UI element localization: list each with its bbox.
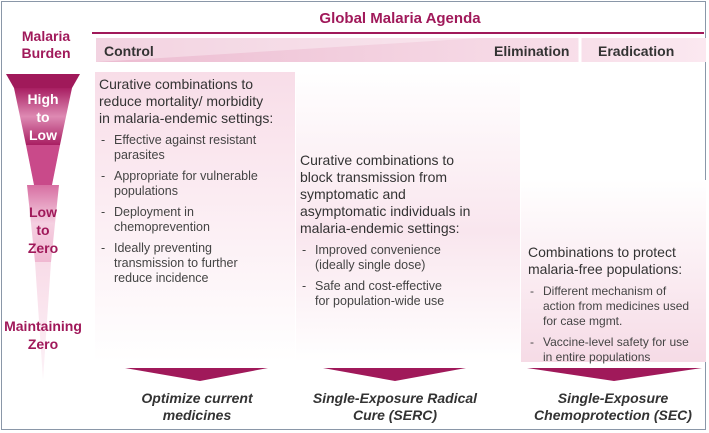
list-item: - Improved convenience (ideally single dose): [300, 243, 518, 273]
list-item: - Effective against resistant parasites: [99, 133, 294, 163]
sec-column: [528, 244, 706, 371]
sec-intro: Combinations to protect malaria-free populations:: [528, 244, 683, 277]
phase-control: Control: [104, 43, 154, 59]
list-item: - Different mechanism of action from medicines used for case mgmt.: [528, 284, 706, 329]
serc-requirements-list: [300, 243, 518, 309]
agenda-underline: [92, 32, 704, 34]
sec-requirements-list: [528, 284, 706, 365]
burden-label-high-to-low: High to Low: [27, 91, 59, 143]
malaria-burden-title: Malaria Burden: [21, 28, 71, 61]
serc-intro: Curative combinations to block transmission from symptomatic and asymptomatic individuals in malaria-endemic settings:: [300, 152, 471, 236]
outcome-serc: Single-Exposure Radical Cure (SERC): [312, 390, 478, 423]
arrow-optimize-current-medicines: [125, 368, 268, 381]
control-intro: Curative combinations to reduce mortality/ morbidity in malaria-endemic settings:: [99, 76, 274, 126]
outcome-sec: Single-Exposure Chemoprotection (SEC): [534, 390, 692, 423]
control-requirements-list: [99, 133, 294, 286]
list-item: - Safe and cost-effective for population-wide use: [300, 279, 518, 309]
list-item: - Ideally preventing transmission to further reduce incidence: [99, 241, 294, 286]
phase-elimination: Elimination: [494, 43, 570, 59]
burden-label-maintaining-zero: Maintaining Zero: [4, 318, 82, 352]
global-malaria-agenda-title: Global Malaria Agenda: [319, 10, 481, 27]
list-item: - Appropriate for vulnerable populations: [99, 169, 294, 199]
outcome-optimize-current-medicines: Optimize current medicines: [141, 390, 253, 423]
list-item: - Deployment in chemoprevention: [99, 205, 294, 235]
serc-column: [300, 152, 518, 315]
control-column: [99, 76, 294, 292]
phase-eradication: Eradication: [598, 43, 675, 59]
list-item: - Vaccine-level safety for use in entire populations: [528, 335, 706, 365]
burden-label-low-to-zero: Low to Zero: [27, 204, 59, 256]
arrow-serc: [323, 368, 466, 381]
